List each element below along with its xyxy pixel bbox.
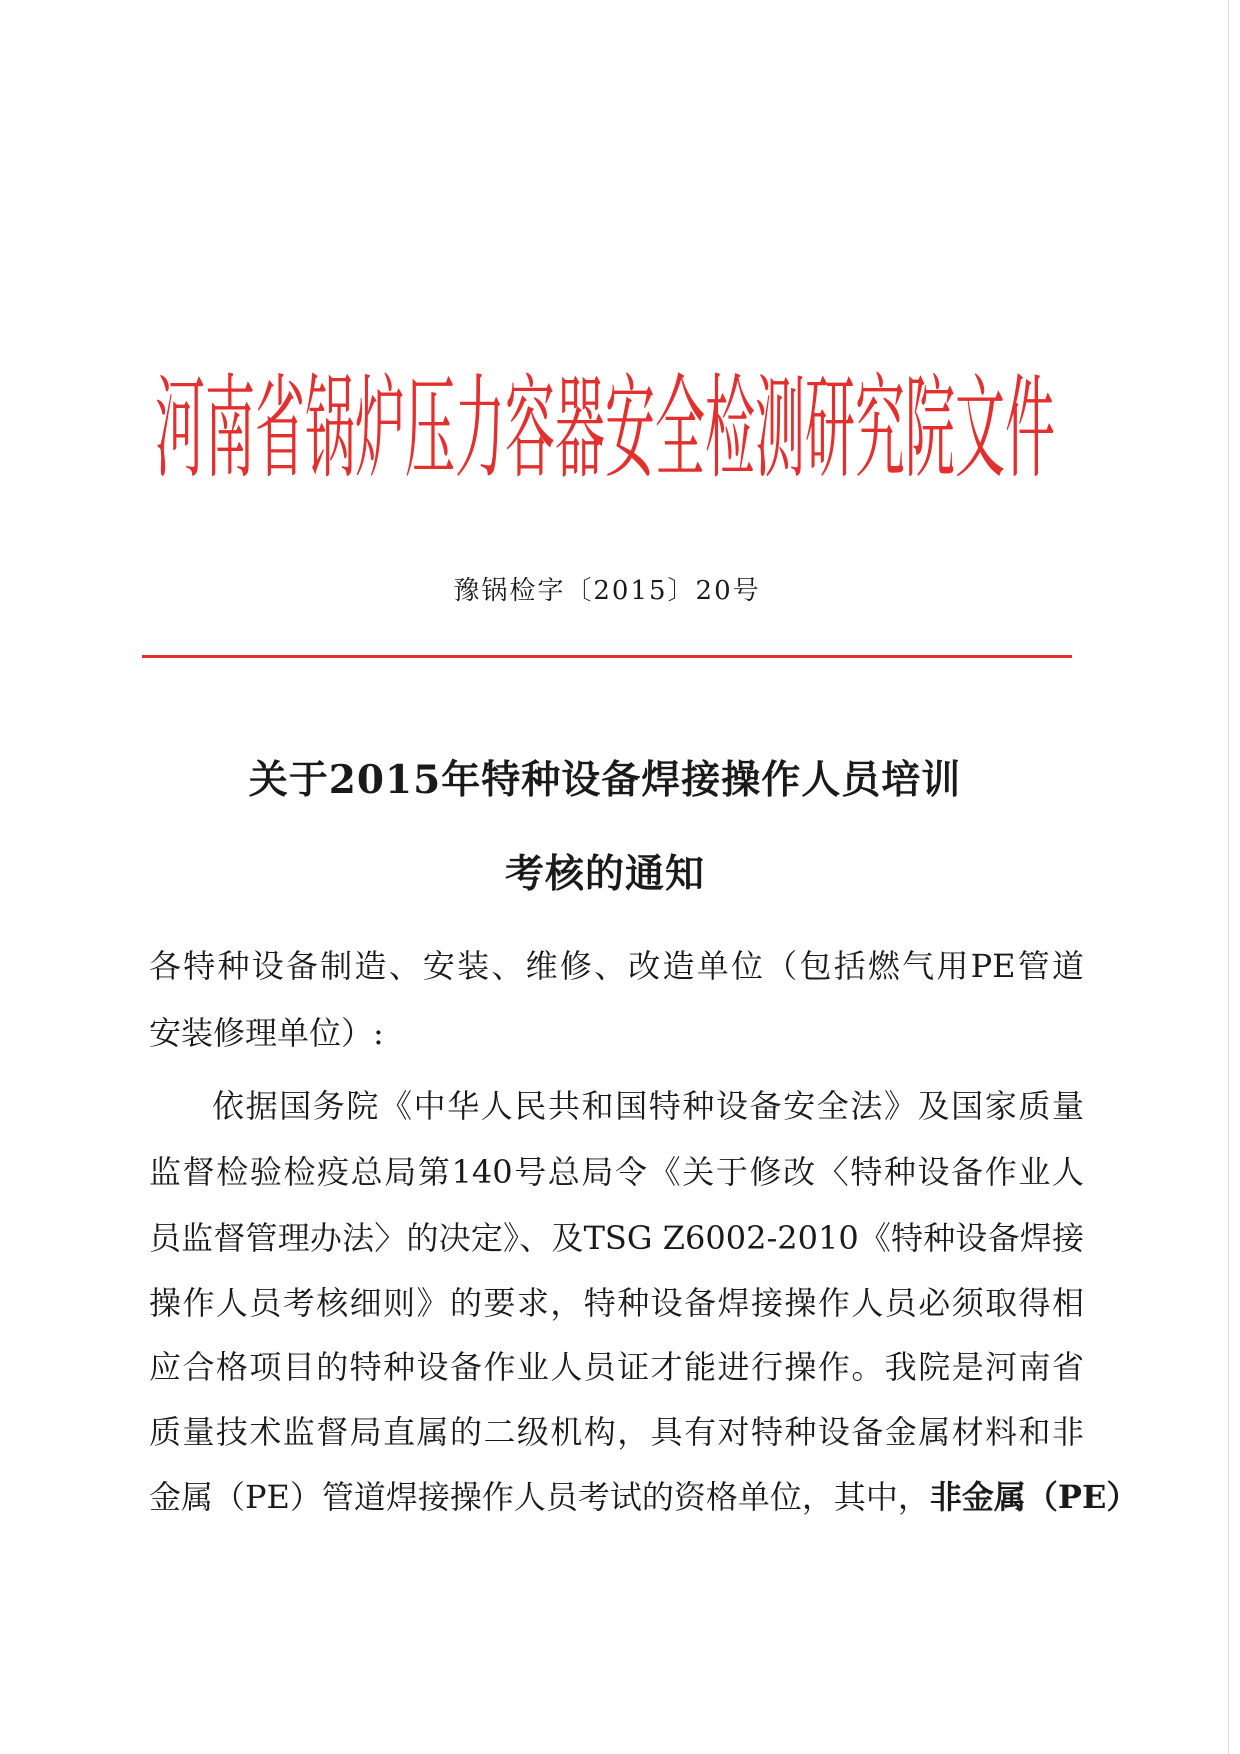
body-line: 各特种设备制造、安装、维修、改造单位（包括燃气用PE管道 bbox=[149, 947, 1084, 985]
body-line-last bbox=[149, 1475, 1139, 1519]
body-line: 员监督管理办法〉的决定》、及TSG Z6002-2010《特种设备焊接 bbox=[149, 1219, 1084, 1257]
body-line: 质量技术监督局直属的二级机构，具有对特种设备金属材料和非 bbox=[149, 1413, 1084, 1451]
body-bold-text: 非金属（PE） bbox=[929, 1478, 1139, 1516]
masthead-svg bbox=[150, 355, 1060, 485]
document-number: 豫锅检字〔2015〕20号 bbox=[453, 576, 761, 606]
body-line: 操作人员考核细则》的要求，特种设备焊接操作人员必须取得相 bbox=[149, 1284, 1084, 1322]
body-text: 金属（PE）管道焊接操作人员考试的资格单位，其中， bbox=[149, 1478, 930, 1516]
notice-title-line-2: 考核的通知 bbox=[504, 851, 705, 897]
masthead bbox=[150, 355, 1060, 485]
body-line: 应合格项目的特种设备作业人员证才能进行操作。我院是河南省 bbox=[149, 1348, 1084, 1386]
body-line: 监督检验检疫总局第140号总局令《关于修改〈特种设备作业人 bbox=[149, 1153, 1084, 1191]
scan-edge-line bbox=[1228, 0, 1229, 1754]
notice-title-line-1: 关于2015年特种设备焊接操作人员培训 bbox=[248, 757, 962, 803]
red-divider bbox=[142, 655, 1072, 658]
body-line: 依据国务院《中华人民共和国特种设备安全法》及国家质量 bbox=[212, 1087, 1084, 1125]
body-line: 安装修理单位）: bbox=[149, 1014, 384, 1052]
masthead-text: 河南省锅炉压力容器安全检测研究院文件 bbox=[155, 364, 1055, 485]
